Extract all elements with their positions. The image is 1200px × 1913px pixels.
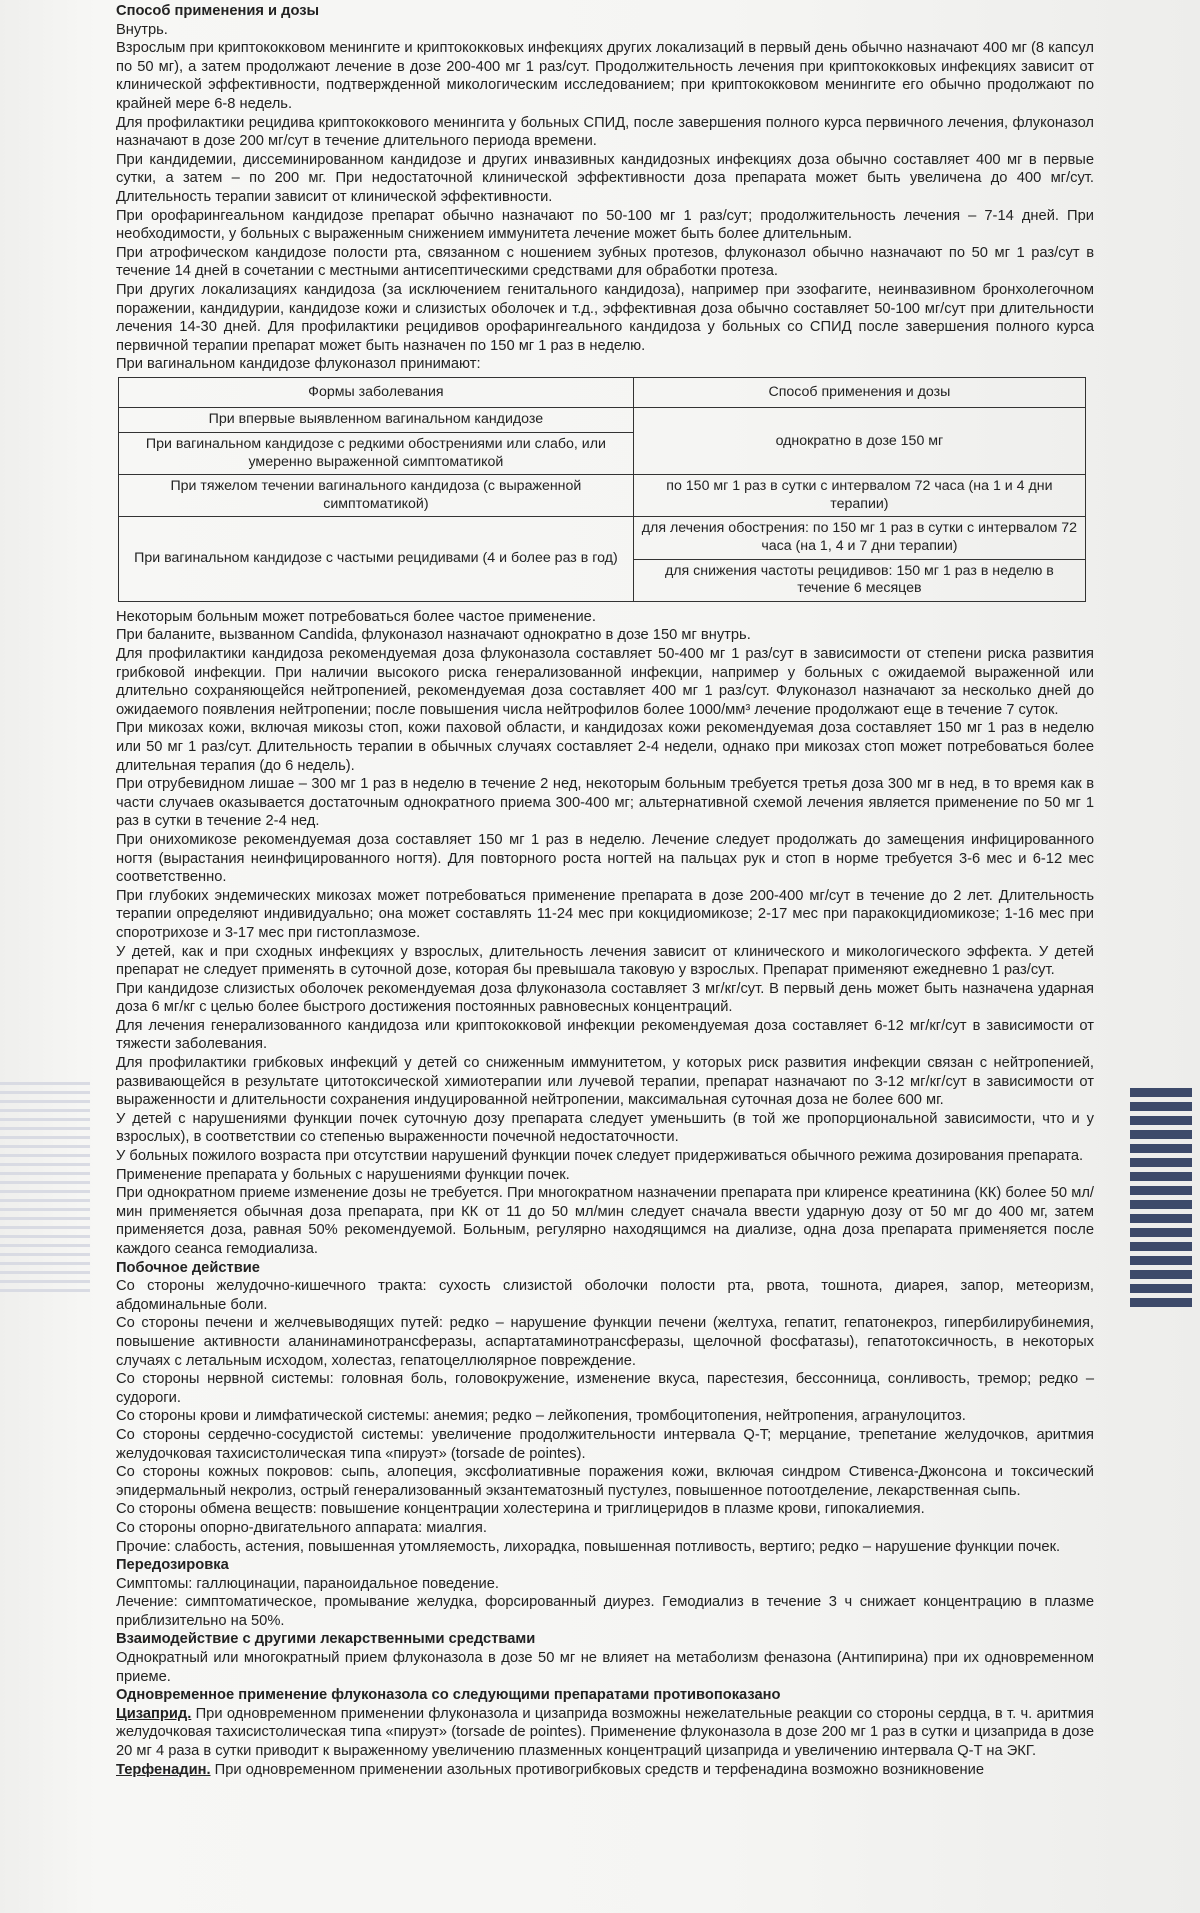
paragraph: При кандидозе слизистых оболочек рекомендуемая доза флуконазола составляет 3 мг/кг/сут. В первый день может быть назначена ударная доза 6 мг/кг с целью более быстрого достижения постоянных равновесных концентраций. [116, 980, 1094, 1016]
barcode-icon [1130, 1088, 1192, 1328]
paragraph: Для профилактики кандидоза рекомендуемая доза флуконазола составляет 50-400 мг 1 раз/сут в зависимости от степени риска развития грибковой инфекции. При наличии высокого риска генерализованной инфекции, например у больных с ожидаемой выраженной или длительно сохраняющейся нейтропенией, рекомендуемая доза составляет 400 мг 1 раз/сут. Флуконазол назначают за несколько дней до ожидаемого появления нейтропении; после повышения числа нейтрофилов более 1000/мм³ лечение продолжают еще в течение 7 суток. [116, 646, 1094, 718]
paragraph: При атрофическом кандидозе полости рта, связанном с ношением зубных протезов, флуконазол обычно назначают по 50 мг 1 раз/сут в течение 14 дней в сочетании с местными антисептическими средствами для обработки протеза. [116, 244, 1094, 280]
paragraph [116, 1761, 1094, 1780]
paragraph: Со стороны обмена веществ: повышение концентрации холестерина и триглицеридов в плазме крови, гипокалиемия. [116, 1501, 925, 1518]
paragraph: При отрубевидном лишае – 300 мг 1 раз в неделю в течение 2 нед, некоторым больным требуется третья доза 300 мг в нед, в то время как в части случаев оказывается достаточным однократного приема 300-400 мг; альтернативной схемой лечения является применение по 50 мг 1 раз в сутки в течение 2-4 нед. [116, 776, 1094, 830]
left-edge-marks [0, 1082, 90, 1302]
paragraph: При баланите, вызванном Candida, флуконазол назначают однократно в дозе 150 мг внутрь. [116, 627, 751, 644]
table-cell: для снижения частоты рецидивов: 150 мг 1 раз в неделю в течение 6 месяцев [633, 559, 1085, 601]
table-row [119, 408, 1086, 433]
paragraph: У детей с нарушениями функции почек суточную дозу препарата следует уменьшить (в той же пропорциональной зависимости, что и у взрослых), в соответствии со степенью выраженности почечной недостаточности. [116, 1110, 1094, 1146]
vaginal-candidiasis-table [118, 377, 1086, 602]
table-row [119, 517, 1086, 559]
table-row [119, 475, 1086, 517]
drug-name: Цизаприд. [116, 1705, 192, 1722]
paragraph: Со стороны сердечно-сосудистой системы: увеличение продолжительности интервала Q-T; мерцание, трепетание желудочков, аритмия желудочковая тахисистолическая типа «пируэт» (torsade de pointes). [116, 1426, 1094, 1462]
paragraph: При однократном приеме изменение дозы не требуется. При многократном назначении препарата при клиренсе креатинина (КК) более 50 мл/мин применяется обычная доза препарата, при КК от 11 до 50 мл/мин следует сначала ввести ударную дозу от 50 мг до 400 мг, затем применяется доза, равная 50% рекомендуемой. Больным, регулярно находящимся на диализе, одна доза препарата применяется после каждого сеанса гемодиализа. [116, 1185, 1094, 1257]
paragraph: При кандидемии, диссеминированном кандидозе и других инвазивных кандидозных инфекциях доза обычно составляет 400 мг в первые сутки, а затем – по 200 мг. При недостаточной клинической эффективности доза препарата может быть увеличена до 400 мг/сут. Длительность терапии зависит от клинической эффективности. [116, 151, 1094, 205]
paragraph: Со стороны печени и желчевыводящих путей: редко – нарушение функции печени (желтуха, гепатит, гепатонекроз, гипербилирубинемия, повышение активности аланинаминотрансферазы, аспартатаминотрансферазы, щелочной фосфатазы), гепатотоксичность, в некоторых случаях с летальным исходом, холестаз, гепатоцеллюлярное повреждение. [116, 1315, 1094, 1369]
paragraph: Для профилактики грибковых инфекций у детей со сниженным иммунитетом, у которых риск развития инфекции связан с нейтропенией, развивающейся в результате цитотоксической химиотерапии или лучевой терапии, препарат назначают по 3-12 мг/кг/сут в зависимости от выраженности и длительности сохранения индуцированной нейтропении, максимальная суточная доза не более 600 мг. [116, 1055, 1094, 1109]
paragraph: Прочие: слабость, астения, повышенная утомляемость, лихорадка, повышенная потливость, вертиго; редко – нарушение функции почек. [116, 1538, 1061, 1555]
paragraph: При орофарингеальном кандидозе препарат обычно назначают по 50-100 мг 1 раз/сут; продолжительность лечения – 7-14 дней. При необходимости, у больных с выраженным снижением иммунитета лечение может быть более длительным. [116, 207, 1094, 243]
table-cell: При вагинальном кандидозе с частыми рецидивами (4 и более раз в год) [119, 517, 634, 601]
paragraph: Со стороны кожных покровов: сыпь, алопеция, эксфолиативные поражения кожи, включая синдром Стивенса-Джонсона и токсический эпидермальный некролиз, острый генерализованный экзантематозный пустулез, повышенное потоотделение, лекарственная сыпь. [116, 1464, 1094, 1499]
paragraph-text: При одновременном применении флуконазола и цизаприда возможны нежелательные реакции со стороны сердца, в т. ч. аритмия желудочковая тахисистолическая типа «пируэт» (torsade de pointes). Применение флуконазола в дозе 200 мг 1 раз в сутки и цизаприда в дозе 20 мг 4 раза в сутки приводит к выраженному увеличению плазменных концентраций цизаприда и увеличению интервала Q-T на ЭКГ. [116, 1705, 1094, 1760]
table-cell: однократно в дозе 150 мг [633, 408, 1085, 475]
paragraph: Для профилактики рецидива криптококкового менингита у больных СПИД, после завершения полного курса первичного лечения, флуконазол назначают в дозе 200 мг/сут в течение длительного периода времени. [116, 114, 1094, 150]
route-text: Внутрь. [116, 21, 168, 38]
paragraph: Однократный или многократный прием флуконазола в дозе 50 мг не влияет на метаболизм феназона (Антипирина) при их одновременном приеме. [116, 1650, 1094, 1685]
paragraph: Со стороны крови и лимфатической системы: анемия; редко – лейкопения, тромбоцитопения, нейтропения, агранулоцитоз. [116, 1408, 966, 1425]
paragraph: При онихомикозе рекомендуемая доза составляет 150 мг 1 раз в неделю. Лечение следует продолжать до замещения инфицированного ногтя (вырастания неинфицированного ногтя). Для повторного роста ногтей на пальцах рук и стоп в норме требуется 3-6 мес и 6-12 мес соответственно. [116, 831, 1094, 886]
paragraph: Взрослым при криптококковом менингите и криптококковых инфекциях других локализаций в первый день обычно назначают 400 мг (8 капсул по 50 мг), а затем продолжают лечение в дозе 200-400 мг 1 раз/сут. Продолжительность лечения при криптококковых инфекциях зависит от клинической эффективности, подтвержденной микологическим исследованием; при криптококковом менингите его обычно продолжают по крайней мере 6-8 недель. [116, 40, 1094, 112]
paragraph [116, 1705, 1094, 1761]
paragraph: Некоторым больным может потребоваться более частое применение. [116, 608, 596, 625]
table-cell: При вагинальном кандидозе с редкими обострениями или слабо, или умеренно выраженной симптоматикой [119, 433, 634, 475]
paragraph: Со стороны опорно-двигательного аппарата: миалгия. [116, 1519, 487, 1536]
paragraph: При глубоких эндемических микозах может потребоваться применение препарата в дозе 200-400 мг/сут в течение до 2 лет. Длительность терапии определяют индивидуально; она может составлять 11-24 мес при кокцидиомикозе; 2-17 мес при паракокцидиомикозе; 1-16 мес при споротрихозе и 3-17 мес при гистоплазмозе. [116, 887, 1094, 941]
table-header: Способ применения и дозы [633, 377, 1085, 408]
overdose-heading: Передозировка [116, 1557, 229, 1574]
contraindicated-heading: Одновременное применение флуконазола со следующими препаратами противопоказано [116, 1687, 781, 1704]
paragraph: У детей, как и при сходных инфекциях у взрослых, длительность лечения зависит от клинического и микологического эффекта. У детей препарат не следует применять в суточной дозе, которая бы превышала таковую у взрослых. Препарат применяют ежедневно 1 раз/сут. [116, 943, 1094, 979]
paragraph-text: При одновременном применении азольных противогрибковых средств и терфенадина возможно возникновение [210, 1761, 984, 1778]
table-cell: При тяжелом течении вагинального кандидоза (с выраженной симптоматикой) [119, 475, 634, 517]
paragraph: Симптомы: галлюцинации, параноидальное поведение. [116, 1575, 499, 1592]
paragraph: Со стороны нервной системы: головная боль, головокружение, изменение вкуса, парестезия, бессонница, сонливость, тремор; редко – судороги. [116, 1371, 1094, 1406]
paragraph: Лечение: симптоматическое, промывание желудка, форсированный диурез. Гемодиализ в течение 3 ч снижает концентрацию в плазме приблизительно на 50%. [116, 1594, 1094, 1629]
paragraph: Для лечения генерализованного кандидоза или криптококковой инфекции рекомендуемая доза составляет 6-12 мг/кг/сут в зависимости от тяжести заболевания. [116, 1017, 1094, 1053]
drug-name: Терфенадин. [116, 1761, 211, 1778]
table-cell: по 150 мг 1 раз в сутки с интервалом 72 часа (на 1 и 4 дни терапии) [633, 475, 1085, 517]
usage-heading: Способ применения и дозы [116, 3, 320, 19]
paragraph: При других локализациях кандидоза (за исключением генитального кандидоза), например при эзофагите, неинвазивном бронхолегочном поражении, кандидурии, кандидозе кожи и слизистых оболочек и т.д., эффективная доза обычно составляет 50-100 мг/сут при длительности лечения 14-30 дней. Для профилактики рецидивов орофарингеального кандидоза у больных со СПИД после завершения полного курса первичной терапии препарат может быть назначен по 150 мг 1 раз в неделю. [116, 281, 1094, 354]
paragraph: При микозах кожи, включая микозы стоп, кожи паховой области, и кандидозах кожи рекомендуемая доза составляет 150 мг 1 раз в неделю или 50 мг 1 раз/сут. Длительность терапии в обычных случаях составляет 2-4 недели, однако при микозах стоп может потребоваться более длительная терапия (до 6 недель). [116, 720, 1094, 774]
leaflet-text [116, 2, 1094, 1779]
table-cell: При впервые выявленном вагинальном кандидозе [119, 408, 634, 433]
table-header: Формы заболевания [119, 377, 634, 408]
paragraph: У больных пожилого возраста при отсутствии нарушений функции почек следует придерживаться обычного режима дозирования препарата. [116, 1148, 1084, 1165]
paragraph: Со стороны желудочно-кишечного тракта: сухость слизистой оболочки полости рта, рвота, тошнота, диарея, запор, метеоризм, абдоминальные боли. [116, 1278, 1094, 1313]
table-header-row [119, 377, 1086, 408]
table-cell: для лечения обострения: по 150 мг 1 раз в сутки с интервалом 72 часа (на 1, 4 и 7 дни терапии) [633, 517, 1085, 559]
interactions-heading: Взаимодействие с другими лекарственными средствами [116, 1631, 536, 1648]
side-effects-heading: Побочное действие [116, 1259, 260, 1276]
paragraph: При вагинальном кандидозе флуконазол принимают: [116, 356, 481, 373]
paragraph: Применение препарата у больных с нарушениями функции почек. [116, 1166, 570, 1183]
